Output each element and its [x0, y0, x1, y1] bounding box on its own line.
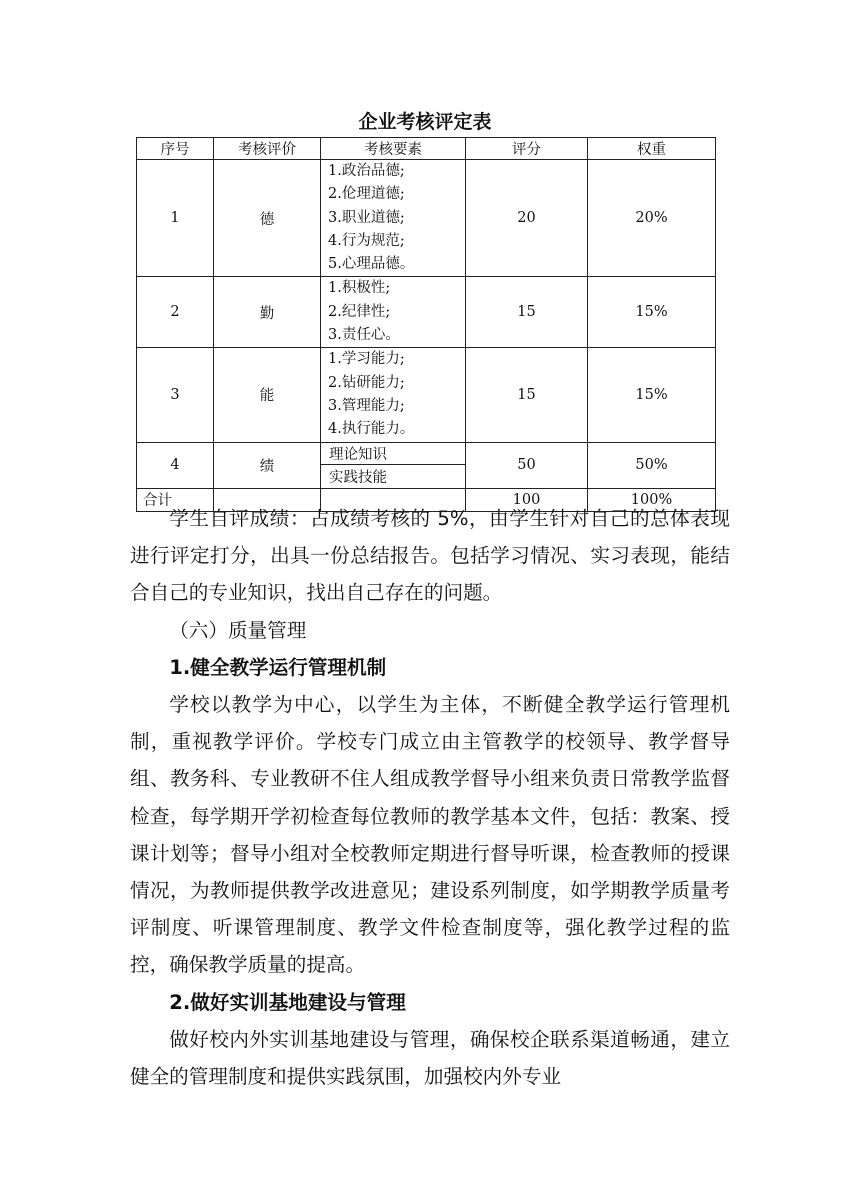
row-category: 德	[214, 160, 321, 277]
item-line: 1.学习能力;	[328, 351, 405, 368]
item-line: 2.伦理道德;	[328, 186, 405, 203]
row-weight: 50%	[588, 442, 716, 488]
table-row	[137, 160, 716, 277]
item-line: 2.钻研能力;	[328, 374, 405, 391]
row-category: 能	[214, 348, 321, 442]
total-score: 100	[466, 488, 588, 511]
item-line: 5.心理品德。	[328, 256, 415, 273]
item-line: 3.责任心。	[328, 327, 400, 344]
header-items: 考核要素	[321, 138, 466, 160]
row-item-practice: 实践技能	[321, 464, 466, 488]
evaluation-table	[136, 137, 716, 512]
item-line: 4.行为规范;	[328, 232, 405, 249]
item-line: 4.执行能力。	[328, 421, 415, 438]
row-item-theory: 理论知识	[321, 442, 466, 464]
item-line: 1.积极性;	[328, 280, 391, 297]
row-no: 3	[137, 348, 214, 442]
header-category: 考核评价	[214, 138, 321, 160]
row-weight: 15%	[588, 348, 716, 442]
row-category: 勤	[214, 277, 321, 348]
row-no: 2	[137, 277, 214, 348]
total-label: 合计	[137, 488, 214, 511]
body-text	[130, 500, 730, 1095]
item-line: 3.管理能力;	[328, 397, 405, 414]
row-weight: 20%	[588, 160, 716, 277]
row-items	[321, 348, 466, 442]
table-title: 企业考核评定表	[358, 111, 492, 133]
row-no: 1	[137, 160, 214, 277]
header-weight: 权重	[588, 138, 716, 160]
section-heading: （六）质量管理	[169, 618, 307, 642]
table-row	[137, 348, 716, 442]
row-score: 50	[466, 442, 588, 488]
table-row	[137, 277, 716, 348]
item-line: 1.政治品德;	[328, 163, 405, 179]
paragraph-teaching-management: 学校以教学为中心，以学生为主体，不断健全教学运行管理机制，重视教学评价。学校专门成立由主管教学的校领导、教学督导组、教务科、专业教研不住人组成教学督导小组来负责日常教学监督检查，每学期开学初检查每位教师的教学基本文件，包括：教案、授课计划等；督导小组对全校教师定期进行督导听课，检查教师的授课情况，为教师提供教学改进意见；建设系列制度，如学期教学质量考评制度、听课管理制度、教学文件检查制度等，强化教学过程的监控，确保教学质量的提高。	[130, 693, 730, 977]
header-no: 序号	[137, 138, 214, 160]
row-category: 绩	[214, 442, 321, 488]
table-header-row	[137, 138, 716, 160]
subheading-training-base: 2.做好实训基地建设与管理	[169, 990, 406, 1014]
total-weight: 100%	[588, 488, 716, 511]
row-no: 4	[137, 442, 214, 488]
paragraph-training-base: 做好校内外实训基地建设与管理，确保校企联系渠道畅通，建立健全的管理制度和提供实践氛围，加强校内外专业	[130, 1027, 730, 1089]
row-score: 15	[466, 277, 588, 348]
subheading-teaching-management: 1.健全教学运行管理机制	[169, 655, 387, 679]
paragraph-self-evaluation: 学生自评成绩：占成绩考核的 5%，由学生针对自己的总体表现进行评定打分，出具一份总结报告。包括学习情况、实习表现，能结合自己的专业知识，找出自己存在的问题。	[130, 507, 730, 605]
header-score: 评分	[466, 138, 588, 160]
row-score: 20	[466, 160, 588, 277]
table-row	[137, 442, 716, 464]
row-weight: 15%	[588, 277, 716, 348]
row-items	[321, 277, 466, 348]
row-score: 15	[466, 348, 588, 442]
item-line: 2.纪律性;	[328, 303, 391, 320]
item-line: 3.职业道德;	[328, 209, 405, 226]
row-items	[321, 160, 466, 277]
